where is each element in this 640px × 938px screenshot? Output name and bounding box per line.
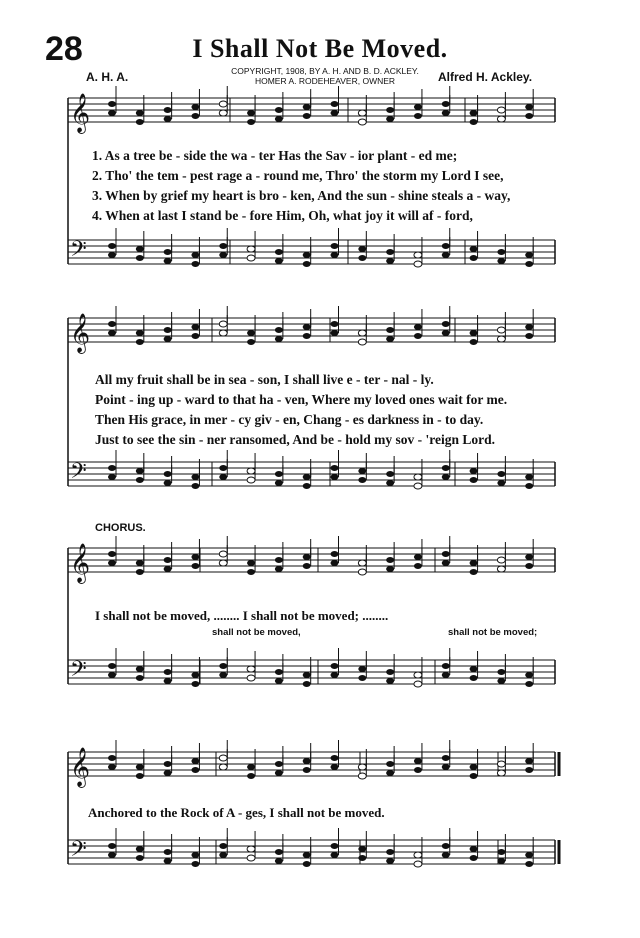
note-head <box>108 755 116 761</box>
note-head <box>275 669 283 675</box>
note-head <box>275 557 283 563</box>
note-head <box>247 246 255 252</box>
note-head <box>275 107 283 113</box>
chorus-echo-2: shall not be moved; <box>448 627 538 638</box>
note-head <box>386 116 394 122</box>
note-head <box>525 758 533 764</box>
note-head <box>442 321 450 327</box>
note-head <box>331 110 339 116</box>
system2-verses <box>95 370 507 450</box>
note-head <box>525 767 533 773</box>
note-head <box>247 110 255 116</box>
note-head <box>164 249 172 255</box>
note-head <box>331 560 339 566</box>
bass-clef-icon: 𝄢 <box>70 459 87 489</box>
note-head <box>247 773 255 779</box>
note-head <box>525 861 533 867</box>
copyright-line-2: HOMER A. RODEHEAVER, OWNER <box>254 76 396 86</box>
note-head <box>358 255 366 261</box>
note-head <box>164 761 172 767</box>
copyright-line-1: COPYRIGHT, 1908, BY A. H. AND B. D. ACKLEY. <box>231 66 419 76</box>
note-head <box>414 104 422 110</box>
note-head <box>247 255 255 261</box>
note-head <box>191 333 199 339</box>
system1-verses <box>92 146 510 226</box>
verse-line: Point - ing up - ward to that ha - ven, Where my loved ones wait for me. <box>95 392 508 407</box>
note-head <box>275 849 283 855</box>
note-head <box>219 330 227 336</box>
note-head <box>358 764 366 770</box>
note-head <box>442 252 450 258</box>
note-head <box>247 666 255 672</box>
note-head <box>386 858 394 864</box>
note-head <box>470 330 478 336</box>
note-head <box>470 246 478 252</box>
note-head <box>414 333 422 339</box>
note-head <box>386 678 394 684</box>
note-head <box>470 468 478 474</box>
note-head <box>358 110 366 116</box>
note-head <box>247 330 255 336</box>
note-head <box>108 243 116 249</box>
note-head <box>497 557 505 563</box>
note-head <box>358 773 366 779</box>
note-head <box>414 261 422 267</box>
note-head <box>164 669 172 675</box>
note-head <box>219 551 227 557</box>
note-head <box>497 849 505 855</box>
note-head <box>386 557 394 563</box>
note-head <box>136 764 144 770</box>
note-head <box>136 477 144 483</box>
bass-clef-icon: 𝄢 <box>70 237 87 267</box>
note-head <box>331 330 339 336</box>
note-head <box>525 563 533 569</box>
note-head <box>219 663 227 669</box>
note-head <box>136 675 144 681</box>
note-head <box>414 252 422 258</box>
composer-name: Alfred H. Ackley. <box>438 70 533 84</box>
hymn-title: I Shall Not Be Moved. <box>192 34 448 63</box>
note-head <box>386 336 394 342</box>
note-head <box>191 852 199 858</box>
lyricist-initials: A. H. A. <box>86 70 129 84</box>
note-head <box>108 474 116 480</box>
note-head <box>275 258 283 264</box>
note-head <box>386 471 394 477</box>
verse-line: 1. As a tree be - side the wa - ter Has the Sav - ior plant - ed me; <box>92 148 458 163</box>
note-head <box>525 261 533 267</box>
note-head <box>470 110 478 116</box>
note-head <box>386 761 394 767</box>
note-head <box>164 116 172 122</box>
note-head <box>247 855 255 861</box>
note-head <box>358 339 366 345</box>
note-head <box>358 666 366 672</box>
note-head <box>303 554 311 560</box>
note-head <box>414 324 422 330</box>
treble-clef-icon: 𝄞 <box>70 543 91 583</box>
note-head <box>136 846 144 852</box>
note-head <box>470 569 478 575</box>
note-head <box>497 669 505 675</box>
note-head <box>191 261 199 267</box>
note-head <box>525 554 533 560</box>
chorus-echo-1: shall not be moved, <box>212 627 301 638</box>
note-head <box>525 104 533 110</box>
note-head <box>358 477 366 483</box>
note-head <box>136 569 144 575</box>
note-head <box>442 110 450 116</box>
note-head <box>386 849 394 855</box>
note-head <box>497 678 505 684</box>
note-head <box>303 681 311 687</box>
note-head <box>525 852 533 858</box>
note-head <box>497 471 505 477</box>
treble-clef-icon: 𝄞 <box>70 93 91 133</box>
note-head <box>191 474 199 480</box>
chorus-label: CHORUS. <box>95 522 146 534</box>
note-head <box>164 858 172 864</box>
note-head <box>470 666 478 672</box>
note-head <box>470 675 478 681</box>
note-head <box>442 764 450 770</box>
note-head <box>191 861 199 867</box>
note-head <box>136 773 144 779</box>
note-head <box>386 249 394 255</box>
note-head <box>136 855 144 861</box>
note-head <box>136 560 144 566</box>
note-head <box>470 846 478 852</box>
treble-clef-icon: 𝄞 <box>70 747 91 787</box>
refrain-line: Anchored to the Rock of A - ges, I shall not be moved. <box>88 805 385 820</box>
note-head <box>164 770 172 776</box>
note-head <box>470 764 478 770</box>
note-head <box>303 333 311 339</box>
note-head <box>303 261 311 267</box>
note-head <box>331 101 339 107</box>
note-head <box>525 333 533 339</box>
note-head <box>497 480 505 486</box>
chorus-line: I shall not be moved, ........ I shall not be moved; ........ <box>95 608 389 623</box>
note-head <box>497 336 505 342</box>
note-head <box>358 560 366 566</box>
note-head <box>108 110 116 116</box>
note-head <box>442 560 450 566</box>
note-head <box>191 767 199 773</box>
note-head <box>470 119 478 125</box>
note-head <box>164 107 172 113</box>
note-head <box>191 483 199 489</box>
note-head <box>497 327 505 333</box>
note-head <box>275 770 283 776</box>
note-head <box>108 101 116 107</box>
note-head <box>414 758 422 764</box>
note-head <box>191 672 199 678</box>
verse-line: Then His grace, in mer - cy giv - en, Chang - es darkness in - to day. <box>95 412 484 427</box>
note-head <box>525 681 533 687</box>
note-head <box>331 465 339 471</box>
note-head <box>136 246 144 252</box>
note-head <box>136 666 144 672</box>
note-head <box>219 474 227 480</box>
note-head <box>136 119 144 125</box>
note-head <box>191 563 199 569</box>
note-head <box>442 663 450 669</box>
hymn-number: 28 <box>45 30 83 68</box>
note-head <box>414 861 422 867</box>
note-head <box>219 465 227 471</box>
note-head <box>414 483 422 489</box>
note-head <box>164 480 172 486</box>
note-head <box>358 119 366 125</box>
note-head <box>331 551 339 557</box>
verse-line: 2. Tho' the tem - pest rage a - round me, Thro' the storm my Lord I see, <box>92 168 504 183</box>
note-head <box>275 249 283 255</box>
note-head <box>331 474 339 480</box>
note-head <box>108 551 116 557</box>
note-head <box>275 471 283 477</box>
note-head <box>303 852 311 858</box>
note-head <box>525 324 533 330</box>
note-head <box>470 560 478 566</box>
note-head <box>303 113 311 119</box>
note-head <box>191 252 199 258</box>
note-head <box>470 855 478 861</box>
note-head <box>136 339 144 345</box>
note-head <box>219 764 227 770</box>
note-head <box>219 852 227 858</box>
note-head <box>219 243 227 249</box>
note-head <box>331 252 339 258</box>
note-head <box>442 474 450 480</box>
note-head <box>303 252 311 258</box>
note-head <box>164 566 172 572</box>
note-head <box>219 560 227 566</box>
note-head <box>108 321 116 327</box>
note-head <box>191 113 199 119</box>
note-head <box>303 767 311 773</box>
note-head <box>525 483 533 489</box>
note-head <box>442 755 450 761</box>
note-head <box>386 327 394 333</box>
note-head <box>386 566 394 572</box>
note-head <box>331 321 339 327</box>
note-head <box>108 330 116 336</box>
note-head <box>303 483 311 489</box>
note-head <box>275 336 283 342</box>
note-head <box>414 113 422 119</box>
note-head <box>525 672 533 678</box>
note-head <box>191 758 199 764</box>
note-head <box>358 330 366 336</box>
note-head <box>247 846 255 852</box>
note-head <box>303 758 311 764</box>
note-head <box>191 104 199 110</box>
verse-line: Just to see the sin - ner ransomed, And be - hold my sov - 'reign Lord. <box>95 432 496 447</box>
note-head <box>136 468 144 474</box>
note-head <box>442 843 450 849</box>
bass-clef-icon: 𝄢 <box>70 837 87 867</box>
note-head <box>303 861 311 867</box>
bass-clef-icon: 𝄢 <box>70 657 87 687</box>
note-head <box>414 563 422 569</box>
note-head <box>219 755 227 761</box>
note-head <box>414 767 422 773</box>
note-head <box>386 258 394 264</box>
note-head <box>497 249 505 255</box>
note-head <box>247 468 255 474</box>
note-head <box>164 336 172 342</box>
note-head <box>525 113 533 119</box>
note-head <box>164 471 172 477</box>
note-head <box>275 480 283 486</box>
note-head <box>303 563 311 569</box>
note-head <box>497 116 505 122</box>
note-head <box>331 243 339 249</box>
note-head <box>164 327 172 333</box>
note-head <box>358 675 366 681</box>
note-head <box>497 858 505 864</box>
note-head <box>386 669 394 675</box>
note-head <box>219 843 227 849</box>
note-head <box>358 855 366 861</box>
note-head <box>136 330 144 336</box>
note-head <box>219 101 227 107</box>
note-head <box>164 678 172 684</box>
note-head <box>247 119 255 125</box>
note-head <box>275 327 283 333</box>
note-head <box>414 852 422 858</box>
note-head <box>247 675 255 681</box>
note-head <box>191 554 199 560</box>
note-head <box>136 255 144 261</box>
note-head <box>470 477 478 483</box>
note-head <box>275 858 283 864</box>
note-head <box>275 116 283 122</box>
note-head <box>108 560 116 566</box>
note-head <box>442 465 450 471</box>
note-head <box>386 107 394 113</box>
note-head <box>331 843 339 849</box>
note-head <box>442 551 450 557</box>
note-head <box>442 101 450 107</box>
note-head <box>191 324 199 330</box>
note-head <box>414 554 422 560</box>
note-head <box>303 104 311 110</box>
note-head <box>303 324 311 330</box>
note-head <box>497 258 505 264</box>
note-head <box>358 569 366 575</box>
note-head <box>497 761 505 767</box>
note-head <box>108 663 116 669</box>
note-head <box>164 849 172 855</box>
note-head <box>108 252 116 258</box>
note-head <box>164 258 172 264</box>
verse-line: 3. When by grief my heart is bro - ken, And the sun - shine steals a - way, <box>92 188 511 203</box>
note-head <box>136 110 144 116</box>
note-head <box>219 672 227 678</box>
note-head <box>525 474 533 480</box>
note-head <box>247 764 255 770</box>
note-head <box>303 474 311 480</box>
note-head <box>442 330 450 336</box>
note-head <box>358 468 366 474</box>
treble-clef-icon: 𝄞 <box>70 313 91 353</box>
note-head <box>275 761 283 767</box>
note-head <box>525 252 533 258</box>
note-head <box>470 339 478 345</box>
note-head <box>358 246 366 252</box>
note-head <box>414 672 422 678</box>
note-head <box>108 672 116 678</box>
note-head <box>414 681 422 687</box>
note-head <box>108 852 116 858</box>
note-head <box>108 843 116 849</box>
note-head <box>219 321 227 327</box>
note-head <box>247 569 255 575</box>
note-head <box>442 243 450 249</box>
note-head <box>331 852 339 858</box>
note-head <box>331 663 339 669</box>
note-head <box>331 672 339 678</box>
verse-line: 4. When at last I stand be - fore Him, Oh, what joy it will af - ford, <box>92 208 473 223</box>
verse-line: All my fruit shall be in sea - son, I shall live e - ter - nal - ly. <box>95 372 434 387</box>
note-head <box>275 678 283 684</box>
note-head <box>164 557 172 563</box>
note-head <box>386 480 394 486</box>
note-head <box>247 477 255 483</box>
note-head <box>470 255 478 261</box>
note-head <box>247 339 255 345</box>
note-head <box>331 764 339 770</box>
note-head <box>275 566 283 572</box>
note-head <box>497 566 505 572</box>
note-head <box>442 852 450 858</box>
note-head <box>219 252 227 258</box>
note-head <box>191 681 199 687</box>
note-head <box>386 770 394 776</box>
note-head <box>470 773 478 779</box>
note-head <box>331 755 339 761</box>
note-head <box>442 672 450 678</box>
note-head <box>358 846 366 852</box>
note-head <box>247 560 255 566</box>
note-head <box>303 672 311 678</box>
note-head <box>497 107 505 113</box>
note-head <box>108 764 116 770</box>
note-head <box>497 770 505 776</box>
note-head <box>219 110 227 116</box>
note-head <box>414 474 422 480</box>
note-head <box>108 465 116 471</box>
